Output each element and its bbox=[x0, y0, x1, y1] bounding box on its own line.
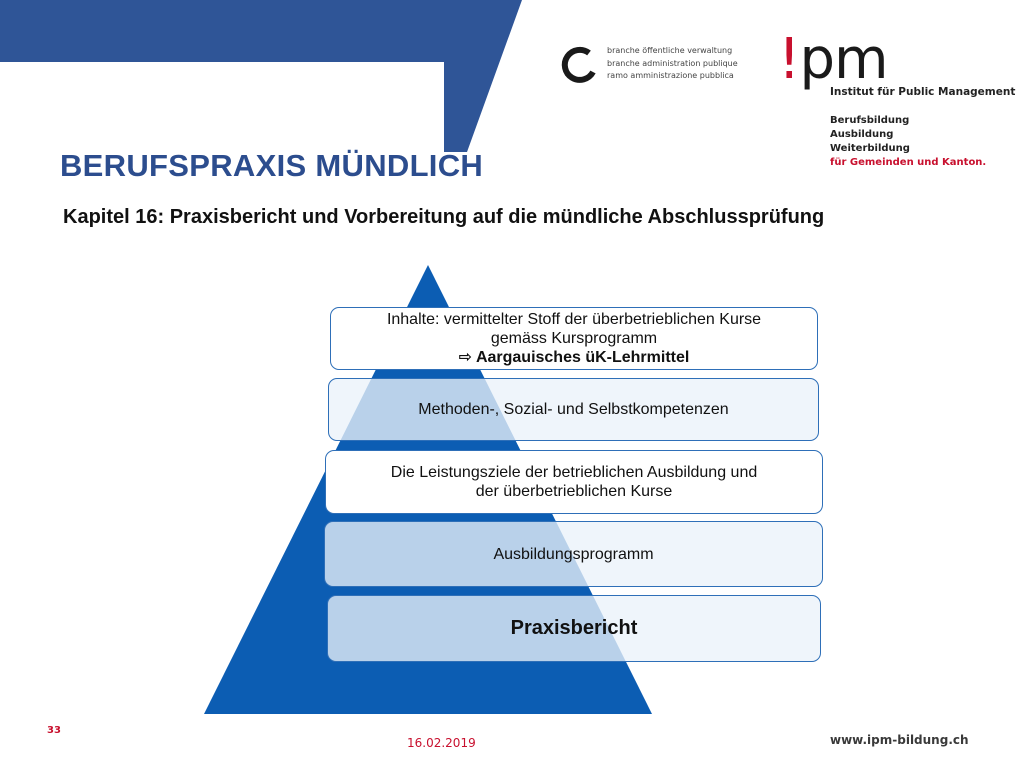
ausbildungsprogramm-label: Ausbildungsprogramm bbox=[493, 545, 654, 563]
pyramid-level-ausbildungsprogramm bbox=[324, 521, 823, 587]
inhalte-lehrmittel bbox=[459, 348, 690, 367]
ipm-logo bbox=[778, 27, 888, 92]
pyramid-level-leistungsziele bbox=[325, 450, 823, 514]
pyramid-level-praxisbericht bbox=[327, 595, 821, 662]
slide-title: BERUFSPRAXIS MÜNDLICH bbox=[60, 148, 484, 183]
inhalte-line-1: Inhalte: vermittelter Stoff der überbetrieblichen Kurse bbox=[386, 311, 762, 328]
branche-line-de: branche öffentliche verwaltung bbox=[607, 46, 733, 55]
ipm-claim-berufsbildung: Berufsbildung bbox=[830, 115, 910, 126]
inhalte-lehrmittel-label: Aargauisches üK-Lehrmittel bbox=[475, 349, 690, 366]
page-number: 33 bbox=[47, 725, 61, 736]
arrow-right-icon: ⇨ bbox=[458, 349, 473, 366]
ipm-institute-name: Institut für Public Management bbox=[830, 86, 1016, 98]
branche-line-it: ramo amministrazione pubblica bbox=[607, 71, 734, 80]
pyramid-level-inhalte bbox=[330, 307, 818, 370]
branche-line-fr: branche administration publique bbox=[607, 58, 738, 68]
ipm-logo-mark: pm bbox=[799, 27, 888, 92]
leistungsziele-line-2: der überbetrieblichen Kurse bbox=[475, 483, 673, 500]
branche-logo-text bbox=[607, 45, 738, 83]
praxisbericht-label: Praxisbericht bbox=[510, 617, 638, 639]
footer-date: 16.02.2019 bbox=[407, 736, 476, 750]
header-banner-shape bbox=[0, 0, 522, 152]
pyramid-level-kompetenzen bbox=[328, 378, 819, 441]
footer-website-link[interactable]: www.ipm-bildung.ch bbox=[830, 733, 969, 747]
leistungsziele-line-1: Die Leistungsziele der betrieblichen Ausbildung und bbox=[390, 464, 758, 481]
branche-logo-icon bbox=[556, 42, 602, 88]
ipm-claims bbox=[830, 114, 986, 170]
ipm-logo-bang: ! bbox=[778, 27, 800, 92]
slide-subtitle: Kapitel 16: Praxisbericht und Vorbereitung auf die mündliche Abschlussprüfung bbox=[63, 206, 825, 228]
ipm-claim-ausbildung: Ausbildung bbox=[830, 129, 894, 140]
inhalte-line-2: gemäss Kursprogramm bbox=[490, 330, 658, 347]
ipm-claim-gemeinden: für Gemeinden und Kanton. bbox=[830, 157, 987, 168]
kompetenzen-label: Methoden-, Sozial- und Selbstkompetenzen bbox=[418, 401, 729, 418]
ipm-claim-weiterbildung: Weiterbildung bbox=[830, 143, 910, 154]
